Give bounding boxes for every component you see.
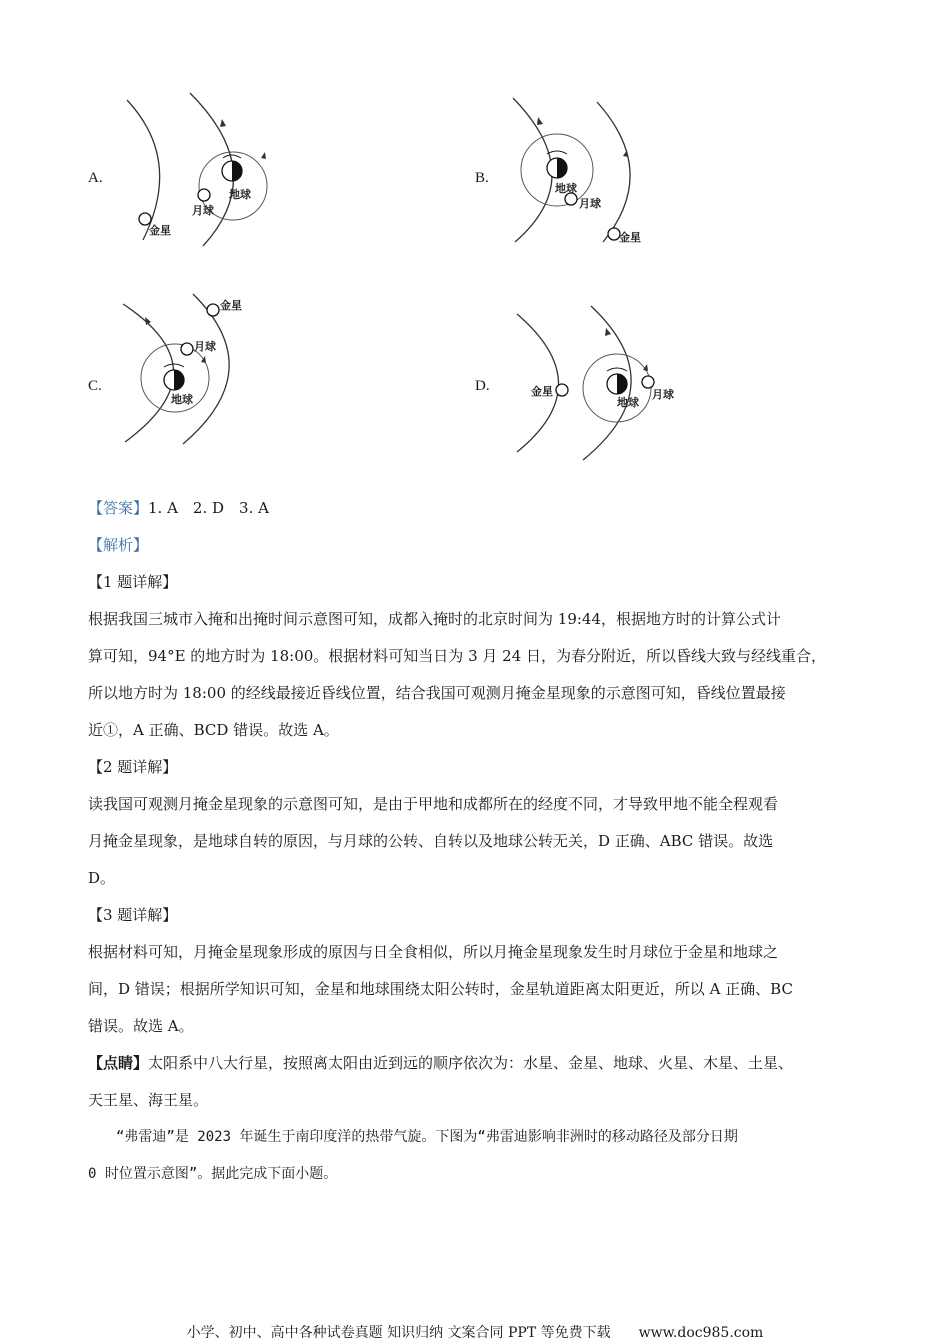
q3-line: 根据材料可知，月掩金星现象形成的原因与日全食相似，所以月掩金星现象发生时月球位于金星和地球之 [88,943,779,961]
venus-label: 金星 [220,299,242,312]
q3-line: 间，D 错误；根据所学知识可知，金星和地球围绕太阳公转时，金星轨道距离太阳更近，所以 A 正确、BC [88,980,793,998]
venus-icon [207,304,219,316]
q3-heading: 【3 题详解】 [88,906,178,924]
option-d-figure [505,300,685,465]
option-d-label: D. [475,378,490,394]
q3-line: 错误。故选 A。 [88,1017,194,1035]
orbit-arrow [220,119,226,127]
orbit-arrow [537,117,543,125]
earth-label: 地球 [171,393,193,406]
orbit-arrow [605,328,611,336]
moon-label: 月球 [652,388,674,401]
venus-orbit [517,314,559,452]
venus-label: 金星 [619,231,641,244]
option-c-figure [115,290,265,450]
answer-tag: 【答案】 [88,499,149,517]
q1-line: 近①，A 正确、BCD 错误。故选 A。 [88,721,339,739]
analysis-tag: 【解析】 [88,536,149,554]
moon-icon [198,189,210,201]
venus-icon [556,384,568,396]
venus-label: 金星 [531,385,553,398]
q2-heading: 【2 题详解】 [88,758,178,776]
earth-orbit [123,304,174,442]
moon-label: 月球 [192,204,214,217]
option-a-figure [115,88,305,253]
page-footer: 小学、初中、高中各种试卷真题 知识归纳 文案合同 PPT 等免费下载 www.doc985.com [186,1325,764,1341]
option-a-label: A. [88,170,103,186]
q2-line: 月掩金星现象，是地球自转的原因，与月球的公转、自转以及地球公转无关，D 正确、ABC 错误。故选 [88,832,774,850]
answer-line [88,490,868,527]
option-b-label: B. [475,170,489,186]
earth-icon [164,370,184,390]
option-c-label: C. [88,378,102,394]
next-question-intro: “弗雷迪”是 2023 年诞生于南印度洋的热带气旋。下图为“弗雷迪影响非洲时的移动路径及部分日期 [116,1129,738,1145]
moon-label: 月球 [579,197,601,210]
earth-label: 地球 [617,396,639,409]
earth-orbit [513,98,552,242]
q1-line: 所以地方时为 18:00 的经线最接近昏线位置，结合我国可观测月掩金星现象的示意图可知，昏线位置最接 [88,684,786,702]
earth-icon [222,161,242,181]
earth-icon [547,158,567,178]
answer-text: 1. A 2. D 3. A [148,499,269,517]
tip-tag: 【点睛】 [88,1054,149,1072]
moon-label: 月球 [194,340,216,353]
option-b-figure [505,92,665,252]
q2-line: D。 [88,869,116,887]
venus-label: 金星 [149,224,171,237]
answer-analysis [88,490,868,1193]
moon-icon [642,376,654,388]
q1-line: 根据我国三城市入掩和出掩时间示意图可知，成都入掩时的北京时间为 19:44，根据地方时的计算公式计 [88,610,782,628]
moon-icon [181,343,193,355]
q2-line: 读我国可观测月掩金星现象的示意图可知，是由于甲地和成都所在的经度不同，才导致甲地不能全程观看 [88,795,779,813]
earth-label: 地球 [555,182,577,195]
venus-orbit [183,294,229,444]
venus-orbit [597,102,630,242]
q1-line: 算可知，94°E 的地方时为 18:00。根据材料可知当日为 3 月 24 日，为春分附近，所以昏线大致与经线重合， [88,647,827,665]
earth-label: 地球 [229,188,251,201]
earth-icon [607,374,627,394]
q1-heading: 【1 题详解】 [88,573,178,591]
tip-line-2: 天王星、海王星。 [88,1091,209,1109]
orbit-arrow [145,317,151,325]
tip-line [88,1045,868,1082]
tip-text: 太阳系中八大行星，按照离太阳由近到远的顺序依次为：水星、金星、地球、火星、木星、土星、 [148,1054,794,1072]
next-question-intro-2: 0 时位置示意图”。据此完成下面小题。 [88,1166,338,1182]
